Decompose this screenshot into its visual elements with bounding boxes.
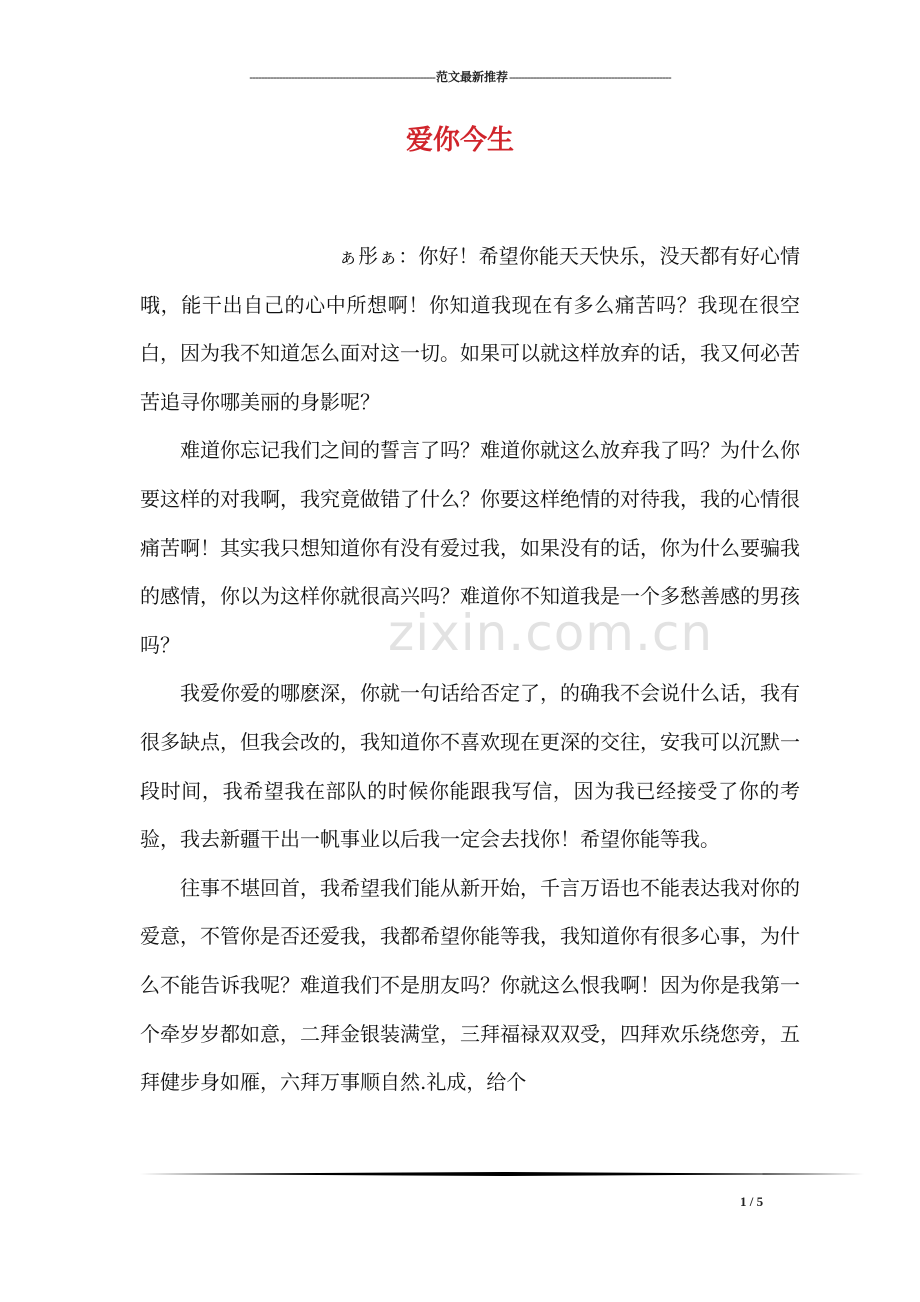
footer-divider xyxy=(140,1172,864,1176)
header-right-rule: ------------------------------------------------------ xyxy=(508,70,671,84)
document-body xyxy=(140,232,800,1107)
paragraph: 往事不堪回首，我希望我们能从新开始，千言万语也不能表达我对你的爱意，不管你是否还爱我，我都希望你能等我，我知道你有很多心事，为什么不能告诉我呢？难道我们不是朋友吗？你就这么恨我啊！因为你是我第一个牵岁岁都如意，二拜金银装满堂，三拜福禄双双受，四拜欢乐绕您旁，五拜健步身如雁，六拜万事顺自然.礼成，给个 xyxy=(140,875,800,1095)
paragraph: ぁ彤ぁ：你好！希望你能天天快乐，没天都有好心情哦，能干出自己的心中所想啊！你知道我现在有多么痛苦吗？我现在很空白，因为我不知道怎么面对这一切。如果可以就这样放弃的话，我又何必苦苦追寻你哪美丽的身影呢？ xyxy=(140,244,800,414)
paragraph: 难道你忘记我们之间的誓言了吗？难道你就这么放弃我了吗？为什么你要这样的对我啊，我究竟做错了什么？你要这样绝情的对待我，我的心情很痛苦啊！其实我只想知道你有没有爱过我，如果没有的话，你为什么要骗我的感情，你以为这样你就很高兴吗？难道你不知道我是一个多愁善感的男孩吗？ xyxy=(140,438,800,657)
watermark: zixin.com.cn xyxy=(388,604,714,662)
page-number: 1 / 5 xyxy=(740,1194,764,1209)
paragraph: 我爱你爱的哪麽深，你就一句话给否定了，的确我不会说什么话，我有很多缺点，但我会改的，我知道你不喜欢现在更深的交往，安我可以沉默一段时间，我希望我在部队的时候你能跟我写信，因为我已经接受了你的考验，我去新疆干出一帆事业以后我一定会去找你！希望你能等我。 xyxy=(140,681,800,852)
header-label: 范文最新推荐 xyxy=(435,70,508,84)
page-header xyxy=(140,68,780,88)
header-left-rule: -------------------------------------------------------------- xyxy=(249,70,435,84)
document-title: 爱你今生 xyxy=(406,125,514,156)
